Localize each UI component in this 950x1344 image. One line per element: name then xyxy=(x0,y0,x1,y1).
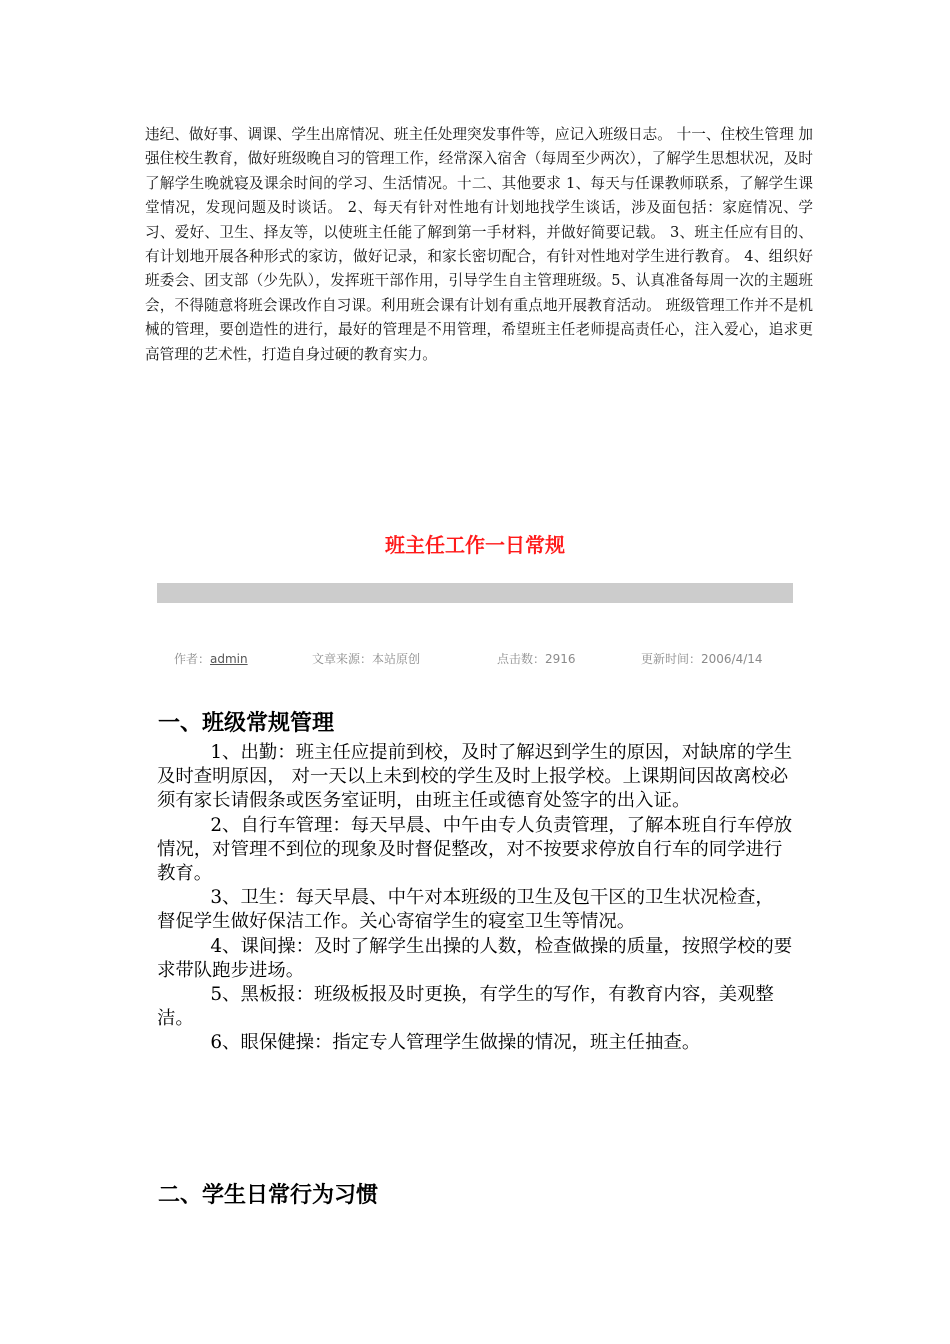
list-item: 5、黑板报：班级板报及时更换，有学生的写作，有教育内容，美观整洁。 xyxy=(157,984,774,1030)
author-link[interactable]: admin xyxy=(210,652,248,666)
list-item: 4、课间操：及时了解学生出操的人数，检查做操的质量，按照学校的要求带队跑步进场。 xyxy=(157,935,793,981)
meta-source: 文章来源：本站原创 xyxy=(312,652,421,666)
article-title: 班主任工作一日常规 xyxy=(385,533,565,557)
section-heading-class-management: 一、班级常规管理 xyxy=(158,711,335,736)
list-item: 6、眼保健操：指定专人管理学生做操的情况，班主任抽查。 xyxy=(210,1032,701,1054)
section-heading-student-habits: 二、学生日常行为习惯 xyxy=(158,1183,379,1208)
intro-paragraph: 违纪、做好事、调课、学生出席情况、班主任处理突发事件等，应记入班级日志。 十一、住校生管理 加强住校生教育，做好班级晚自习的管理工作，经常深入宿舍（每周至少两次），了解学生思想状况，及时了解学生晚就寝及课余时间的学习、生活情况。十二、其他要求 1、每天与任课教师联系，了解学生课堂情况，发现问题及时谈话。 2、每天有针对性地有计划地找学生谈话，涉及面包括：家庭情况、学习、爱好、卫生、择友等，以使班主任能了解到第一手材料，并做好简要记载。 3、班主任应有目的、有计划地开展各种形式的家访，做好记录，和家长密切配合，有针对性地对学生进行教育。 4、组织好班委会、团支部（少先队），发挥班干部作用，引导学生自主管理班级。5、认真准备每周一次的主题班会，不得随意将班会课改作自习课。利用班会课有计划有重点地开展教育活动。 班级管理工作并不是机械的管理，要创造性的进行，最好的管理是不用管理，希望班主任老师提高责任心，注入爱心，追求更高管理的艺术性，打造自身过硬的教育实力。 xyxy=(145,126,813,363)
list-item: 2、自行车管理：每天早晨、中午由专人负责管理，了解本班自行车停放情况，对管理不到位的现象及时督促整改，对不按要求停放自行车的同学进行教育。 xyxy=(157,814,793,885)
meta-updated: 更新时间：2006/4/14 xyxy=(641,652,763,666)
title-divider-bar xyxy=(157,583,793,603)
meta-author xyxy=(174,650,248,667)
section-body-class-management xyxy=(157,741,793,1056)
meta-clicks: 点击数：2916 xyxy=(497,652,576,666)
list-item: 1、出勤：班主任应提前到校，及时了解迟到学生的原因，对缺席的学生及时查明原因， 对一天以上未到校的学生及时上报学校。上课期间因故离校必须有家长请假条或医务室证明，由班主任或德育处签字的出入证。 xyxy=(157,742,793,812)
list-item: 3、卫生：每天早晨、中午对本班级的卫生及包干区的卫生状况检查， 督促学生做好保洁工作。关心寄宿学生的寝室卫生等情况。 xyxy=(157,887,774,933)
meta-author-label: 作者： xyxy=(174,652,211,666)
